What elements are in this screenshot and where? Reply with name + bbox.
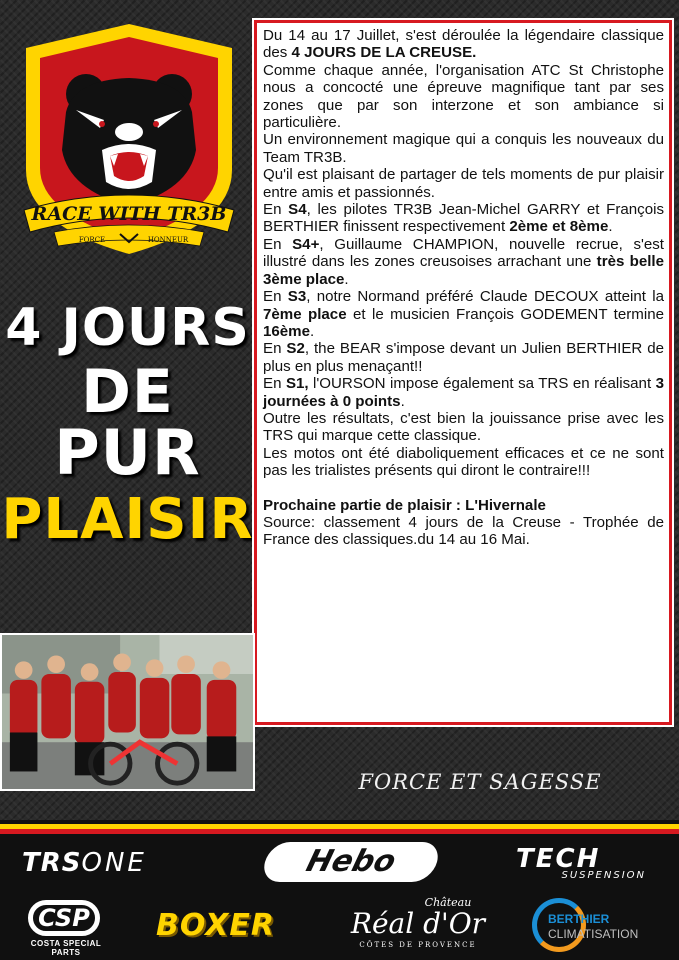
text-run: En bbox=[263, 288, 288, 306]
sponsor-hebo-text: Hebo bbox=[302, 844, 400, 879]
sponsor-trs-text: TRS bbox=[22, 848, 82, 878]
text-run: , the BEAR s'impose devant un Julien BERTHIER de plus en plus menaçant!! bbox=[263, 340, 664, 375]
sponsor-csp-mark: CSP bbox=[28, 900, 100, 936]
text-run: Du 14 au 17 Juillet, s'est déroulée la légendaire classique des bbox=[263, 27, 664, 62]
flag-stripe bbox=[0, 820, 679, 834]
headline-line-2 bbox=[0, 357, 255, 489]
article-paragraph-2: Comme chaque année, l'organisation ATC St Christophe nous a concocté une épreuve magnifique tant par ses zones que par son interzone et son ambiance si particulière. bbox=[263, 61, 664, 132]
logo-motto-left: FORCE bbox=[78, 236, 106, 244]
text-run: , Guillaume CHAMPION, nouvelle recrue, s'est illustré dans les zones creusoises arrachant une bbox=[263, 235, 665, 271]
sponsor-trs-one bbox=[22, 848, 147, 878]
text-run: En bbox=[263, 340, 287, 358]
sponsor-csp bbox=[20, 900, 112, 956]
text-run: En bbox=[263, 375, 286, 393]
event-name: 4 JOURS DE LA CREUSE. bbox=[291, 44, 477, 62]
text-run: , notre Normand préféré Claude DECOUX atteint la bbox=[306, 288, 664, 306]
headline-line-3: PLAISIR bbox=[1, 487, 254, 552]
result-highlight: 16ème bbox=[263, 322, 310, 340]
category-label: S3 bbox=[287, 288, 307, 306]
sponsor-berthier-text: BERTHIER bbox=[548, 912, 610, 926]
team-photo-icon bbox=[0, 633, 255, 791]
sponsor-tech-text: TECH bbox=[516, 844, 601, 874]
text-run: . bbox=[344, 270, 349, 288]
article-paragraph-10: Outre les résultats, c'est bien la jouissance prise avec les TRS qui marque cette classique. bbox=[263, 409, 664, 445]
article-paragraph-3: Un environnement magique qui a conquis les nouveaux du Team TR3B. bbox=[263, 131, 664, 166]
logo-motto-right: HONNEUR bbox=[147, 236, 189, 244]
category-label: S4 bbox=[288, 201, 307, 219]
sponsor-real-dor-text: Réal d'Or bbox=[350, 907, 486, 940]
article-box bbox=[254, 20, 672, 725]
logo-banner-text: RACE WITH TR3B bbox=[31, 203, 227, 225]
article-source: Source: classement 4 jours de la Creuse - Trophée de France des classiques.du 14 au 16 Mai. bbox=[263, 513, 664, 549]
sponsor-hebo bbox=[260, 842, 443, 882]
result-highlight: très belle 3ème place bbox=[263, 253, 664, 288]
sponsor-csp-caption: COSTA SPECIAL PARTS bbox=[30, 939, 102, 957]
next-event-label: Prochaine partie de plaisir : L'Hivernale bbox=[263, 496, 546, 514]
headline-line-2b: PUR bbox=[54, 416, 201, 489]
text-run: . bbox=[400, 392, 405, 410]
sponsor-bar bbox=[0, 834, 679, 960]
sponsor-berthier bbox=[530, 898, 670, 956]
text-run: En bbox=[263, 235, 293, 253]
sponsor-one-text: ONE bbox=[81, 848, 147, 878]
category-label: S1, bbox=[285, 375, 309, 393]
sponsor-chateau-text: Château bbox=[424, 896, 472, 909]
result-highlight: 3 journées à 0 points bbox=[263, 375, 665, 410]
article-paragraph-s2 bbox=[263, 340, 664, 375]
article-paragraph-s4 bbox=[263, 201, 664, 236]
text-run: . bbox=[608, 218, 613, 236]
headline-line-1: 4 JOURS bbox=[5, 298, 250, 358]
team-motto: FORCE ET SAGESSE bbox=[358, 770, 602, 794]
text-run: , les pilotes TR3B Jean-Michel GARRY et François BERTHIER finissent respectivement bbox=[263, 201, 664, 236]
headline bbox=[0, 298, 255, 552]
text-run: et le musicien François GODEMENT termine bbox=[346, 305, 664, 323]
headline-line-2a: DE bbox=[81, 357, 174, 427]
article-paragraph-s1 bbox=[263, 375, 664, 410]
sponsor-climatisation-text: CLIMATISATION bbox=[548, 927, 639, 941]
text-run: l'OURSON impose également sa TRS en réalisant bbox=[308, 375, 656, 393]
result-highlight: 2ème et 8ème bbox=[509, 218, 609, 236]
article-paragraph-4: Qu'il est plaisant de partager de tels moments de pur plaisir entre amis et passionnés. bbox=[263, 166, 664, 201]
article-paragraph-1 bbox=[263, 27, 664, 62]
sponsor-cotes-text: CÔTES DE PROVENCE bbox=[359, 941, 477, 949]
text-run: En bbox=[263, 201, 289, 219]
team-logo bbox=[14, 20, 244, 258]
text-run: . bbox=[310, 322, 315, 340]
sponsor-suspension-text: SUSPENSION bbox=[561, 870, 646, 881]
article-paragraph-s3 bbox=[263, 288, 664, 340]
category-label: S2 bbox=[286, 340, 305, 358]
sponsor-real-dor bbox=[338, 896, 498, 949]
article-paragraph-s4plus bbox=[263, 236, 664, 288]
article-paragraph-11: Les motos ont été diaboliquement efficaces et ce ne sont pas les trialistes présents qui diront le contraire!!! bbox=[263, 444, 664, 480]
category-label: S4+ bbox=[292, 235, 320, 253]
next-event bbox=[263, 497, 664, 514]
sponsor-tech bbox=[516, 844, 646, 884]
sponsor-boxer: BOXER bbox=[156, 908, 276, 943]
result-highlight: 7ème place bbox=[263, 305, 347, 323]
